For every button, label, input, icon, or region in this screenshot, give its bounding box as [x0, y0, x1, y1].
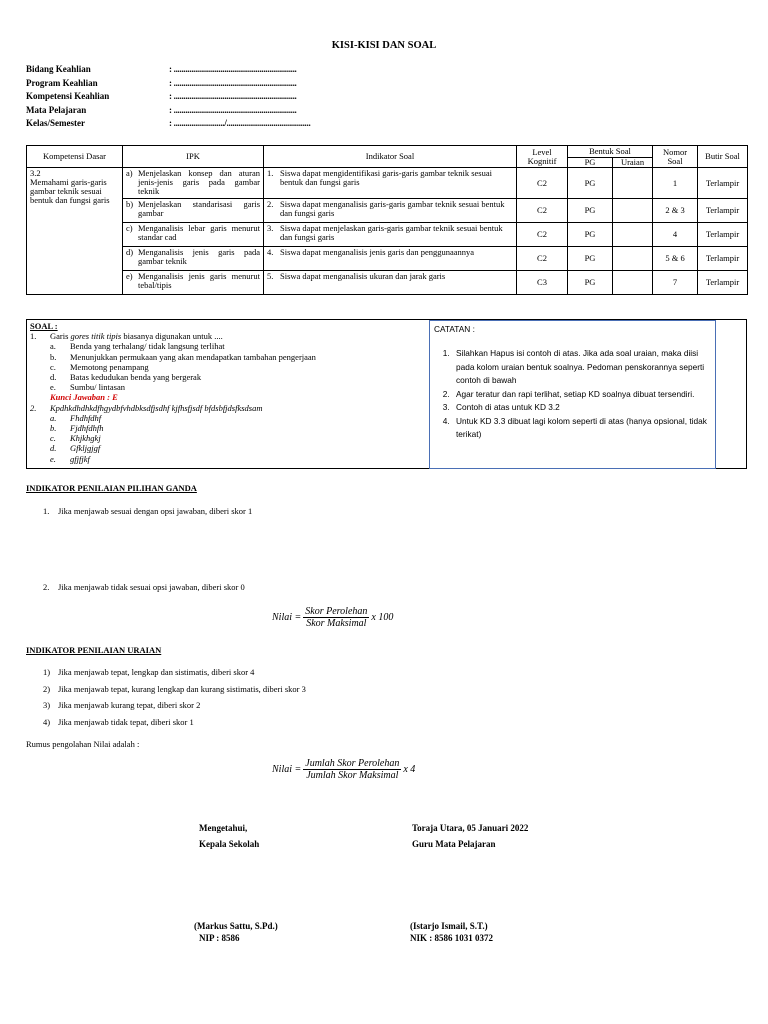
indikator-cell: 4. Siswa dapat menganalisis jenis garis dan penggunaannya	[264, 247, 517, 271]
table-row	[27, 168, 748, 199]
answer-option: a. Benda yang terhalang/ tidak langsung terlihat	[50, 341, 225, 352]
uraian-cell	[613, 168, 653, 199]
catatan-heading: CATATAN :	[434, 324, 475, 334]
header-bentuk-soal: Bentuk Soal	[568, 146, 653, 158]
level-cell: C2	[517, 223, 568, 247]
header-nomor-soal: Nomor Soal	[653, 146, 698, 168]
butir-cell: Terlampir	[698, 199, 748, 223]
indikator-cell: 2. Siswa dapat menganalisis garis-garis gambar teknik sesuai bentuk dan fungsi garis	[264, 199, 517, 223]
identity-label: Bidang Keahlian	[26, 64, 91, 74]
uraian-indicator: 4) Jika menjawab tidak tepat, diberi skor 1	[43, 716, 194, 727]
sign-right-line1: Toraja Utara, 05 Januari 2022	[412, 823, 529, 833]
ipk-cell: d) Menganalisis jenis garis pada gambar teknik	[123, 247, 264, 271]
uraian-formula: Nilai = $\frac{\text{Jumlah Skor Perolehan}}{\text{Jumlah Skor Maksimal}}$ x 4	[272, 758, 416, 781]
header-level-kognitif: Level Kognitif	[517, 146, 568, 168]
header-uraian: Uraian	[613, 158, 653, 168]
level-cell: C2	[517, 199, 568, 223]
sign-right-id: NIK : 8586 1031 0372	[410, 933, 493, 943]
ipk-cell: e) Menganalisis jenis garis menurut tebal/tipis	[123, 271, 264, 295]
nomor-cell: 5 & 6	[653, 247, 698, 271]
answer-option: d. Batas kedudukan benda yang bergerak	[50, 372, 202, 383]
sign-left-id: NIP : 8586	[199, 933, 240, 943]
rumus-label: Rumus pengolahan Nilai adalah :	[26, 739, 140, 749]
butir-cell: Terlampir	[698, 223, 748, 247]
catatan-item: 4. Untuk KD 3.3 dibuat lagi kolom seperti di atas (hanya opsional, tidak terikat)	[452, 415, 707, 442]
identity-label: Kelas/Semester	[26, 118, 85, 128]
uraian-indicator: 3) Jika menjawab kurang tepat, diberi skor 2	[43, 700, 201, 710]
header-indikator: Indikator Soal	[264, 146, 517, 168]
answer-option: e. gfjfjkf	[50, 453, 90, 464]
table-row	[27, 199, 748, 223]
identity-row	[26, 105, 426, 119]
ipk-cell: a) Menjelaskan konsep dan aturan jenis-jenis garis pada gambar teknik	[123, 168, 264, 199]
identity-fields	[26, 64, 426, 132]
nomor-cell: 2 & 3	[653, 199, 698, 223]
pg-cell: PG	[568, 247, 613, 271]
ipk-cell: c) Menganalisis lebar garis menurut standar cad	[123, 223, 264, 247]
nomor-cell: 1	[653, 168, 698, 199]
uraian-section-heading: INDIKATOR PENILAIAN URAIAN	[26, 645, 162, 655]
identity-value: : ...............................................................	[169, 104, 297, 115]
soal-content	[30, 321, 425, 464]
level-cell: C2	[517, 247, 568, 271]
question-1: Garis gores titik tipis biasanya digunakan untuk ....	[50, 331, 223, 342]
document-title: KISI-KISI DAN SOAL	[331, 40, 437, 51]
indikator-cell: 3. Siswa dapat menjelaskan garis-garis gambar teknik sesuai bentuk dan fungsi garis	[264, 223, 517, 247]
pg-formula: Nilai = $\frac{\text{Skor Perolehan}}{\text{Skor Maksimal}}$ x 100	[272, 606, 394, 629]
nomor-cell: 7	[653, 271, 698, 295]
ipk-cell: b) Menjelaskan standarisasi garis gambar	[123, 199, 264, 223]
level-cell: C3	[517, 271, 568, 295]
answer-option: a. Fhdhfdhf	[50, 412, 102, 423]
pg-cell: PG	[568, 168, 613, 199]
butir-cell: Terlampir	[698, 247, 748, 271]
nomor-cell: 4	[653, 223, 698, 247]
uraian-indicator-list	[43, 664, 306, 730]
uraian-cell	[613, 199, 653, 223]
pg-cell: PG	[568, 271, 613, 295]
header-pg: PG	[568, 158, 613, 168]
answer-option: b. Fjdhfdhfh	[50, 423, 104, 434]
pg-cell: PG	[568, 223, 613, 247]
question-number: 2.	[30, 402, 37, 413]
uraian-indicator: 1) Jika menjawab tepat, lengkap dan sistimatis, diberi skor 4	[43, 667, 255, 677]
sign-left-name: (Markus Sattu, S.Pd.)	[194, 921, 278, 931]
header-ipk: IPK	[123, 146, 264, 168]
sign-right-name: (Istarjo Ismail, S.T.)	[410, 921, 488, 931]
identity-label: Kompetensi Keahlian	[26, 91, 110, 101]
soal-right-cell	[716, 320, 747, 469]
identity-value: : ...............................................................	[169, 64, 297, 74]
catatan-item: 2. Agar teratur dan rapi terlihat, setiap KD soalnya dibuat tersendiri.	[452, 388, 707, 402]
catatan-item: 1. Silahkan Hapus isi contoh di atas. Jika ada soal uraian, maka diisi pada kolom uraian bentuk soalnya. Pedoman penskorannya seperti contoh di bawah	[452, 347, 707, 388]
identity-label: Mata Pelajaran	[26, 104, 87, 115]
identity-value: : ........................../...........................................	[169, 118, 311, 128]
pg-indicator-2: 2. Jika menjawab tidak sesuai opsi jawaban, diberi skor 0	[43, 582, 245, 592]
pg-cell: PG	[568, 199, 613, 223]
indikator-cell: 5. Siswa dapat menganalisis ukuran dan jarak garis	[264, 271, 517, 295]
butir-cell: Terlampir	[698, 271, 748, 295]
sign-left-line1: Mengetahui,	[199, 823, 248, 833]
identity-row	[26, 64, 426, 78]
butir-cell: Terlampir	[698, 168, 748, 199]
answer-option: e. Sumbu/ lintasan	[50, 382, 126, 393]
header-butir-soal: Butir Soal	[698, 146, 748, 168]
answer-option: d. Gfkljgjgf	[50, 443, 101, 454]
uraian-indicator: 2) Jika menjawab tepat, kurang lengkap dan kurang sistimatis, diberi skor 3	[43, 683, 306, 694]
identity-row	[26, 118, 426, 132]
identity-value: : ...............................................................	[169, 91, 297, 101]
sign-right-line2: Guru Mata Pelajaran	[412, 839, 496, 849]
catatan-box	[429, 320, 716, 469]
catatan-item: 3. Contoh di atas untuk KD 3.2	[452, 401, 707, 415]
question-2: Kpdhkdhdhkdfhgydbfvhdbksdfjsdhf kjfhsfjsdf bfdsbfjdsfksdsam	[50, 402, 263, 413]
kisi-kisi-table	[26, 145, 748, 295]
uraian-cell	[613, 271, 653, 295]
question-number: 1.	[30, 331, 37, 342]
soal-heading: SOAL :	[30, 321, 58, 331]
answer-option: c. Khjkhgkj	[50, 433, 101, 444]
identity-row	[26, 78, 426, 92]
indikator-cell: 1. Siswa dapat mengidentifikasi garis-garis gambar teknik sesuai bentuk dan fungsi garis	[264, 168, 517, 199]
pg-indicator-1: 1. Jika menjawab sesuai dengan opsi jawaban, diberi skor 1	[43, 506, 253, 516]
level-cell: C2	[517, 168, 568, 199]
uraian-cell	[613, 223, 653, 247]
sign-left-line2: Kepala Sekolah	[199, 839, 260, 849]
table-row	[27, 247, 748, 271]
identity-row	[26, 91, 426, 105]
answer-option: b. Menunjukkan permukaan yang akan mendapatkan tambahan pengerjaan	[50, 351, 316, 362]
pg-section-heading: INDIKATOR PENILAIAN PILIHAN GANDA	[26, 483, 197, 493]
answer-key: Kunci Jawaban : E	[50, 392, 118, 403]
table-row	[27, 271, 748, 295]
table-row	[27, 223, 748, 247]
header-kompetensi-dasar: Kompetensi Dasar	[27, 146, 123, 168]
kd-cell: 3.2 Memahami garis-garis gambar teknik sesuai bentuk dan fungsi garis	[27, 168, 123, 295]
catatan-list	[430, 347, 707, 442]
uraian-cell	[613, 247, 653, 271]
identity-value: : ...............................................................	[169, 77, 297, 88]
answer-option: c. Memotong penampang	[50, 361, 149, 372]
identity-label: Program Keahlian	[26, 77, 98, 88]
